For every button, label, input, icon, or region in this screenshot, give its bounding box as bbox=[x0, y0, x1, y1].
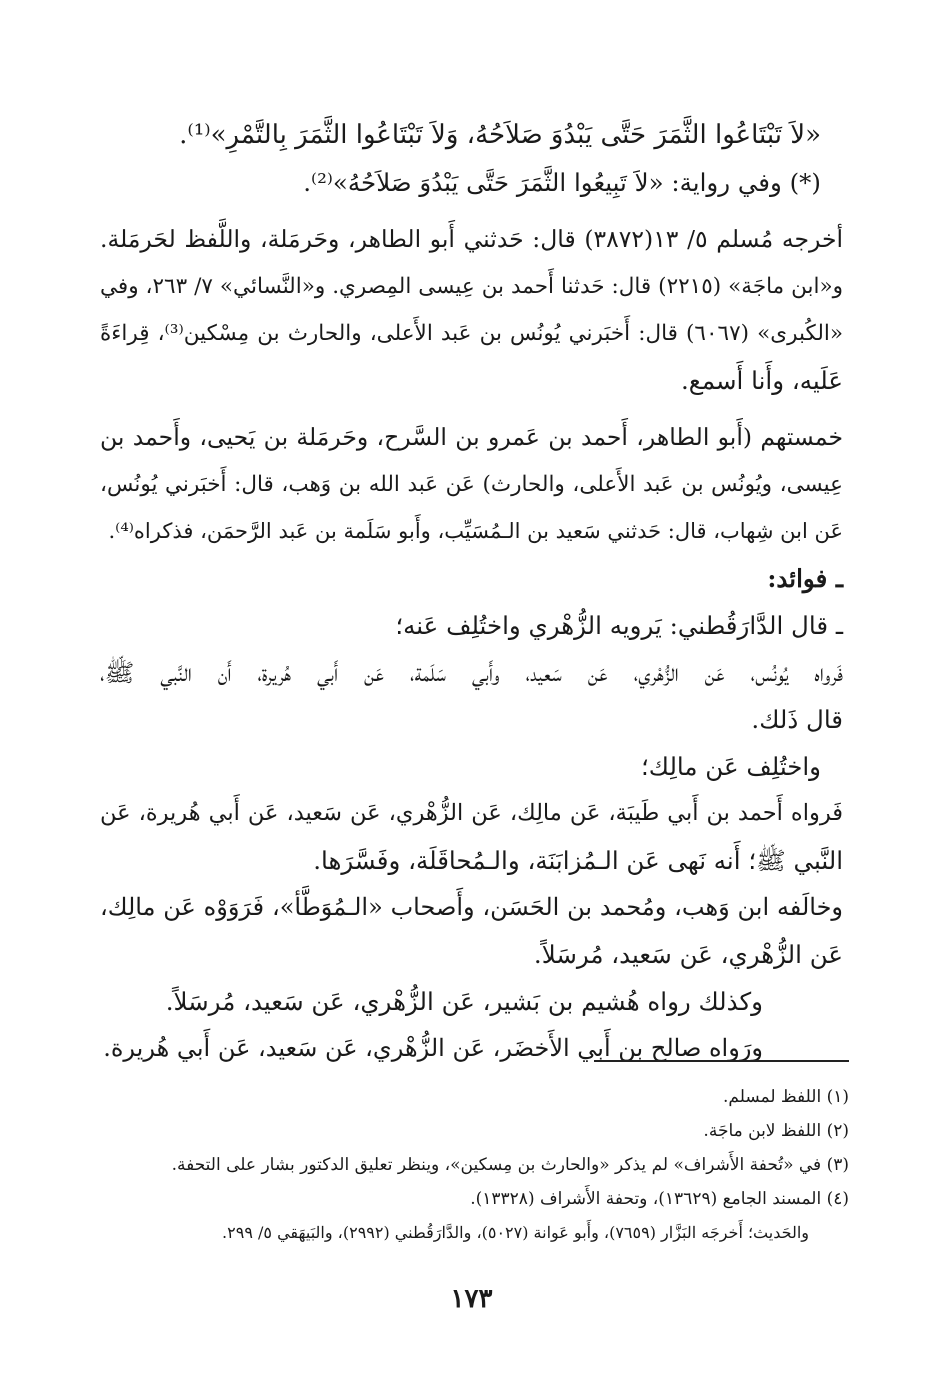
takhrij-line: عَلَيه، وأَنا أَسمع. bbox=[681, 366, 843, 395]
daraqutni-line: ـ قال الدَّارَقُطني: يَرويه الزُّهْري واختُلِف عَنه؛ bbox=[395, 611, 843, 640]
paragraph-gap bbox=[100, 404, 843, 414]
narration-line: فَرواه يُونُس، عَن الزُّهْري، عَن سَعيد، وأَبي سَلَمة، عَن أَبي هُريرة، أَن النَّبي ﷺ، bbox=[100, 658, 843, 687]
footnote-1: (١) اللفظ لمسلم. bbox=[722, 1087, 849, 1107]
benefits-heading: ـ فوائد: bbox=[767, 564, 843, 593]
isnad-line: خمستهم (أَبو الطاهر، أَحمد بن عَمرو بن السَّرح، وحَرمَلة بن يَحيى، وأَحمد بن bbox=[100, 423, 843, 451]
takhrij-line: أخرجه مُسلم ٥/ ١٣(٣٨٧٢) قال: حَدثني أَبو الطاهر، وحَرمَلة، واللَّفظ لحَرمَلة. bbox=[100, 225, 844, 253]
takhrij-line: «الكُبرى» (٦٠٦٧) قال: أَخبَرني يُونُس بن عَبد الأَعلى، والحارث بن مِسْكين⁽³⁾، قِراءَةً bbox=[100, 321, 843, 346]
hadith-text-line: «لاَ تَبْتَاعُوا الثَّمَرَ حَتَّى يَبْدُوَ صَلاَحُهُ، وَلاَ تَبْتَاعُوا الثَّمَرَ بِالتَّمْرِ»⁽¹⁾. bbox=[179, 120, 821, 150]
main-text bbox=[100, 112, 843, 1072]
page-number: ١٧٣ bbox=[450, 1284, 493, 1314]
footnote-separator bbox=[594, 1060, 849, 1062]
narration-line: وخالَفه ابن وَهب، ومُحمد بن الحَسَن، وأَصحاب «الـمُوَطَّأ»، فَرَوَوْه عَن مالِك، bbox=[100, 893, 843, 921]
narration-line: ورَواه صالح بن أَبي الأَخضَر، عَن الزُّهْري، عَن سَعيد، عَن أَبي هُريرة. bbox=[103, 1034, 763, 1062]
variant-narration-line: (*) وفي رواية: «لاَ تَبِيعُوا الثَّمَرَ حَتَّى يَبْدُوَ صَلاَحُهُ»⁽²⁾. bbox=[303, 168, 821, 197]
footnote-3: (٣) في «تُحفة الأَشراف» لم يذكر «والحارث بن مِسكين»، وينظر تعليق الدكتور بشار على التحفة. bbox=[171, 1155, 849, 1175]
isnad-line: عَن ابن شِهاب، قال: حَدثني سَعيد بن الـمُسَيِّب، وأَبو سَلَمة بن عَبد الرَّحمَن، فذكراه⁽⁴⁾. bbox=[108, 519, 843, 543]
narration-line: وكذلك رواه هُشيم بن بَشير، عَن الزُّهْري، عَن سَعيد، مُرسَلاً. bbox=[165, 987, 763, 1016]
isnad-line: عِيسى، ويُونُس بن عَبد الأَعلى، والحارث) عَن عَبد الله بن وَهب، قال: أَخبَرني يُونُس، bbox=[100, 472, 843, 497]
narration-line: عَن الزُّهْري، عَن سَعيد، مُرسَلاً. bbox=[533, 940, 843, 969]
narration-line: قال ذَلك. bbox=[751, 705, 843, 734]
footnotes bbox=[94, 1080, 849, 1250]
narration-line: فَرواه أَحمد بن أَبي طَيبَة، عَن مالِك، عَن الزُّهْري، عَن سَعيد، عَن أَبي هُريرة، عَن bbox=[100, 800, 843, 826]
footnote-4-continuation: والحَديث؛ أَخرجَه البَزَّار (٧٦٥٩)، وأَبو عَوانة (٥٠٢٧)، والدَّارَقُطني (٢٩٩٢)، والبَيهَقي ٥/ ٢٩٩. bbox=[222, 1223, 809, 1242]
footnote-4: (٤) المسند الجامع (١٣٦٢٩)، وتحفة الأَشراف (١٣٣٢٨). bbox=[470, 1189, 849, 1209]
paragraph-gap bbox=[100, 206, 843, 216]
narration-line: واختُلِف عَن مالِك؛ bbox=[641, 752, 821, 781]
takhrij-line: و«ابن ماجَة» (٢٢١٥) قال: حَدثنا أَحمد بن عِيسى المِصري. و«النَّسائي» ٧/ ٢٦٣، وفي bbox=[100, 274, 844, 299]
footnote-2: (٢) اللفظ لابن ماجَة. bbox=[703, 1121, 849, 1141]
narration-line: النَّبي ﷺ؛ أَنه نَهى عَن الـمُزابَنَة، والـمُحاقَلَة، وفَسَّرَها. bbox=[313, 846, 843, 875]
